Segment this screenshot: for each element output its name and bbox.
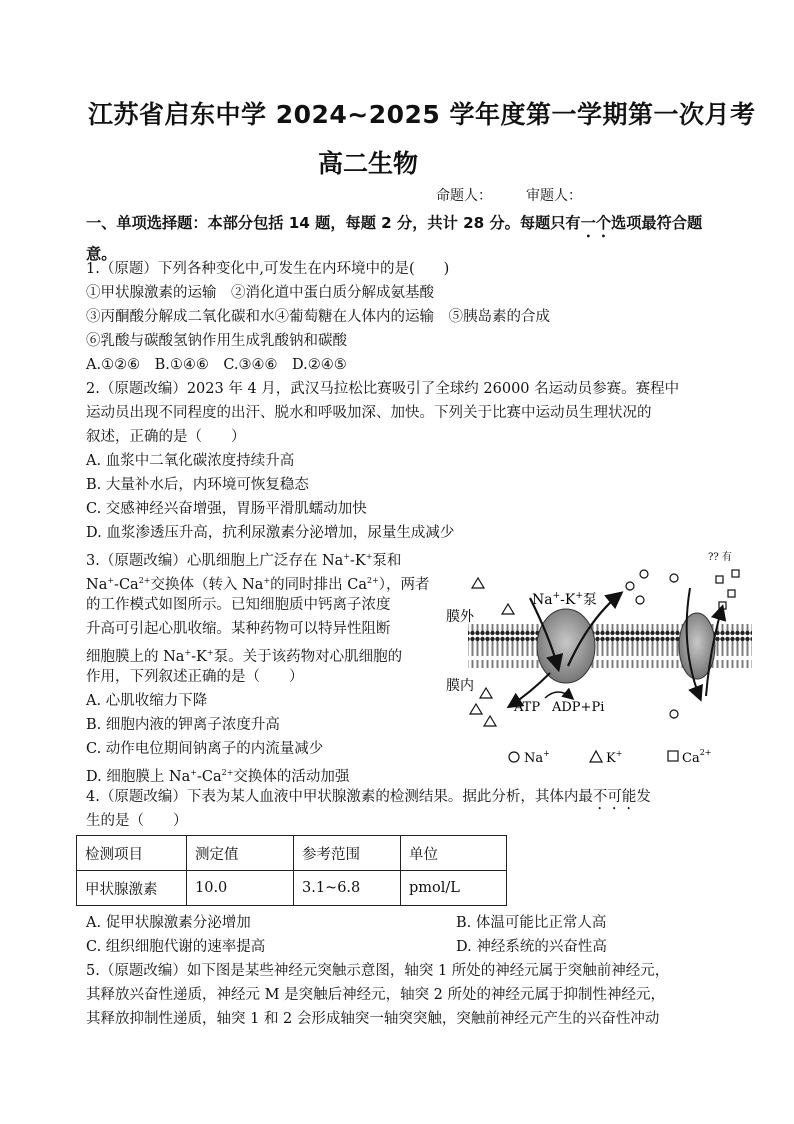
- q5-stem-3: 其释放抑制性递质，轴突 1 和 2 会形成轴突一轴突突触，突触前神经元产生的兴奋性冲动: [86, 1011, 660, 1027]
- q3-text: -K: [349, 552, 366, 569]
- k-ion: [472, 578, 484, 588]
- q4-stem-2: 生的是（ ）: [86, 813, 188, 829]
- pump-label-end: 泵: [582, 592, 597, 608]
- atp-label: ATP: [514, 700, 541, 715]
- sup: +: [190, 768, 197, 777]
- sup: +: [107, 576, 115, 585]
- q3-stem-4: 升高可引起心肌收缩。某种药物可以特异性阻断: [86, 621, 391, 637]
- sup: +: [552, 591, 561, 601]
- legend-na-symbol: [509, 752, 519, 762]
- exam-title: 江苏省启东中学 2024~2025 学年度第一学期第一次月考: [88, 100, 756, 129]
- pump-label: [532, 591, 597, 608]
- table-header-cell: 参考范围: [294, 836, 401, 871]
- q3-text: 细胞膜上的 Na: [86, 648, 185, 665]
- sup: 2+: [138, 576, 151, 585]
- q3-text: Na: [86, 576, 108, 593]
- sup: +: [343, 552, 350, 561]
- q4-text: 4.（原题改编）下表为某人血液中甲状腺激素的检测结果。据此分析，其体内最: [86, 789, 593, 805]
- sup: 2+: [367, 576, 379, 585]
- sup: 2+: [221, 768, 234, 777]
- emphasis-text: 一个: [580, 214, 611, 232]
- q3-text: 3.（原题改编）心肌细胞上广泛存在 Na: [86, 552, 344, 569]
- table-header-cell: 测定值: [187, 836, 294, 871]
- q3-option-b: B. 细胞内液的钾离子浓度升高: [86, 717, 280, 733]
- pump-label-k: -K: [560, 592, 576, 608]
- na-ion: [636, 596, 644, 604]
- table-cell: 10.0: [187, 871, 294, 906]
- q2-stem-2: 运动员出现不同程度的出汗、脱水和呼吸加深、加快。下列关于比赛中运动员生理状况的: [86, 405, 652, 421]
- legend-ca-text: Ca: [682, 751, 700, 766]
- q3-text: D. 细胞膜上 Na: [86, 768, 191, 785]
- sup: +: [543, 749, 550, 758]
- table-header-row: [77, 836, 507, 871]
- q2-option-a: A. 血浆中二氧化碳浓度持续升高: [86, 453, 295, 469]
- q3-text: 泵和: [372, 552, 402, 569]
- legend-k-symbol: [590, 751, 602, 762]
- outside-label: 膜外: [446, 609, 474, 625]
- sup: +: [575, 591, 583, 601]
- table-header-cell: 检测项目: [77, 836, 187, 871]
- legend-k-label: [606, 749, 622, 766]
- q3-text: ），两者: [378, 576, 430, 593]
- legend-na-label: [524, 749, 550, 766]
- q3-text: -Ca: [196, 768, 222, 785]
- table-cell: 甲状腺激素: [77, 871, 187, 906]
- q3-stem-6: 作用，下列叙述正确的是（ ）: [86, 669, 304, 685]
- k-ion: [480, 688, 492, 698]
- ca-ion: [728, 590, 735, 597]
- author-label: 命题人：: [436, 188, 492, 204]
- q4-option-b: B. 体温可能比正常人高: [456, 915, 607, 931]
- q3-text: 交换体（转入 Na: [150, 576, 264, 593]
- sup: +: [615, 749, 623, 758]
- q1-items-2: ③丙酮酸分解成二氧化碳和水④葡萄糖在人体内的运输 ⑤胰岛素的合成: [86, 309, 550, 325]
- q3-text: 交换体的活动加强: [233, 768, 350, 785]
- ca-ion: [732, 570, 739, 577]
- sup: +: [365, 552, 373, 561]
- k-ion: [502, 604, 514, 614]
- na-ion: [640, 570, 648, 578]
- atp-arrow: [545, 692, 572, 698]
- k-ion: [484, 716, 496, 726]
- q4-text: 发: [636, 789, 651, 805]
- na-ion: [626, 582, 634, 590]
- legend-ca-label: [682, 748, 712, 766]
- sup: +: [184, 648, 192, 657]
- emphasis-text: 不可能: [592, 789, 637, 805]
- q4-option-a: A. 促甲状腺激素分泌增加: [86, 915, 251, 931]
- q5-stem-2: 其释放兴奋性递质，神经元 M 是突触后神经元，轴突 2 所处的神经元属于抑制性神经元，: [86, 987, 666, 1003]
- q4-option-c: C. 组织细胞代谢的速率提高: [86, 939, 266, 955]
- q3-stem-3: 的工作模式如图所示。已知细胞质中钙离子浓度: [86, 597, 391, 613]
- q2-option-c: C. 交感神经兴奋增强，胃肠平滑肌蠕动加快: [86, 501, 367, 517]
- thyroid-result-table: [76, 835, 507, 906]
- corner-text: ?? 有: [708, 552, 732, 563]
- na-ion: [670, 710, 678, 718]
- q1-stem: 1.（原题）下列各种变化中,可发生在内环境中的是( ): [86, 261, 450, 277]
- q2-stem-1: 2.（原题改编）2023 年 4 月，武汉马拉松比赛吸引了全球约 26000 名运动员参赛。赛程中: [86, 381, 680, 397]
- table-cell: 3.1~6.8: [294, 871, 401, 906]
- table-row: [77, 871, 507, 906]
- sup: 2+: [699, 748, 712, 757]
- q3-text: -Ca: [114, 576, 139, 593]
- sup: +: [263, 576, 271, 585]
- legend-k-text: K: [606, 751, 616, 766]
- table-cell: pmol/L: [401, 871, 507, 906]
- sup: +: [206, 648, 214, 657]
- reviewer-label: 审题人：: [526, 188, 582, 204]
- subject-title: 高二生物: [318, 149, 419, 178]
- q2-option-b: B. 大量补水后，内环境可恢复稳态: [86, 477, 309, 493]
- ca-ion: [716, 576, 723, 583]
- section-heading-text-end: 选项最符合题: [611, 214, 703, 232]
- na-ion: [670, 574, 678, 582]
- q3-text: -K: [191, 648, 207, 665]
- table-header-cell: 单位: [401, 836, 507, 871]
- q1-options: A.①②⑥ B.①④⑥ C.③④⑥ D.②④⑤: [86, 357, 347, 373]
- q1-items-3: ⑥乳酸与碳酸氢钠作用生成乳酸钠和碳酸: [86, 333, 347, 349]
- q1-items-1: ①甲状腺激素的运输 ②消化道中蛋白质分解成氨基酸: [86, 285, 434, 301]
- legend-na-text: Na: [524, 751, 544, 766]
- q3-text: 的同时排出 Ca: [270, 576, 367, 593]
- pump-label-na: Na: [532, 592, 553, 608]
- q3-option-c: C. 动作电位期间钠离子的内流量减少: [86, 741, 324, 757]
- q4-option-d: D. 神经系统的兴奋性高: [456, 939, 607, 955]
- q2-option-d: D. 血浆渗透压升高，抗利尿激素分泌增加，尿量生成减少: [86, 525, 455, 541]
- k-ion: [470, 704, 482, 714]
- ca-ion: [719, 602, 726, 609]
- na-k-pump-protein: [537, 609, 595, 683]
- author-line: [436, 185, 582, 205]
- q3-option-a: A. 心肌收缩力下降: [86, 693, 208, 709]
- adp-label: ADP+Pi: [552, 700, 605, 715]
- section-heading-text: 一、单项选择题：本部分包括 14 题，每题 2 分，共计 28 分。每题只有: [86, 214, 581, 232]
- q2-stem-3: 叙述，正确的是（ ）: [86, 429, 246, 445]
- membrane-transport-diagram: [440, 548, 752, 780]
- inside-label: 膜内: [446, 678, 474, 694]
- section-heading-line2: 意。: [86, 245, 117, 263]
- legend-ca-symbol: [668, 751, 678, 761]
- q3-text: 泵。关于该药物对心肌细胞的: [213, 648, 403, 665]
- q5-stem-1: 5.（原题改编）如下图是某些神经元突触示意图，轴突 1 所处的神经元属于突触前神经元，: [86, 963, 670, 979]
